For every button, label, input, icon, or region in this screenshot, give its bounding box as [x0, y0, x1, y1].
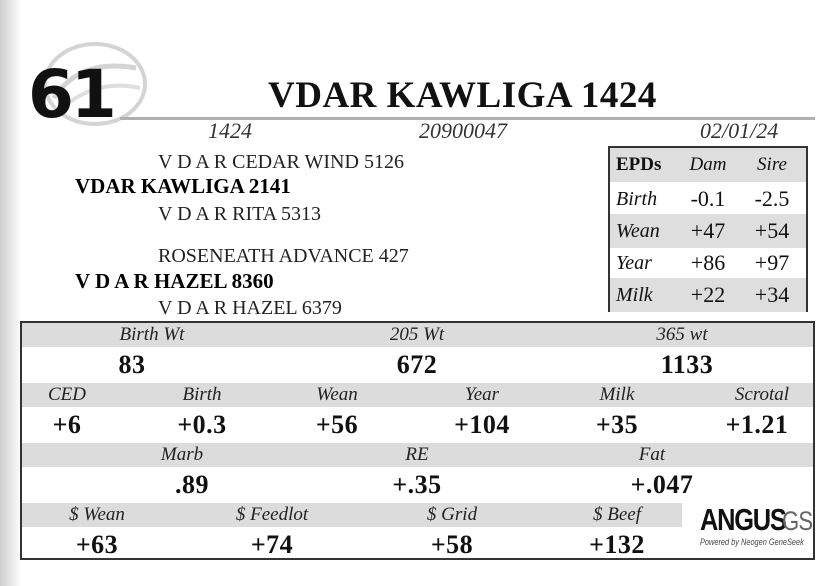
epd-header-dam: Dam	[689, 154, 727, 175]
angus-logo-word: ANGUS	[700, 502, 786, 537]
pedigree-sire: VDAR KAWLIGA 2141	[75, 174, 291, 198]
registration-number: 20900047	[419, 118, 507, 143]
parent-epd-table	[608, 146, 808, 312]
birth-epd-value: +0.3	[177, 410, 227, 439]
birth-date: 02/01/24	[700, 118, 779, 143]
page-shadow	[0, 0, 22, 586]
index-value-row	[22, 527, 682, 563]
epd-header-sire: Sire	[757, 154, 787, 175]
fat-label: Fat	[638, 444, 666, 465]
epd-dam-value: +22	[690, 282, 726, 307]
epd-row-wean	[610, 214, 806, 248]
scrotal-epd-value: +1.21	[725, 410, 789, 439]
birth-epd-label: Birth	[182, 384, 222, 405]
scrotal-epd-label: Scrotal	[734, 384, 790, 405]
epd-header-label: EPDs	[616, 154, 662, 175]
wean-index-label: $ Wean	[69, 504, 125, 525]
wean-epd-value: +56	[315, 410, 359, 439]
carcass-epd-label-row	[22, 443, 813, 467]
performance-table	[20, 321, 815, 560]
beef-index-value: +132	[589, 530, 645, 559]
grid-index-label: $ Grid	[426, 504, 478, 525]
yearling-weight-label: 365 wt	[656, 324, 708, 345]
growth-epd-value-row	[22, 407, 813, 443]
wean-index-value: +63	[75, 530, 119, 559]
weights-label-row	[22, 323, 813, 347]
weaning-weight-label: 205 Wt	[389, 324, 445, 345]
carcass-epd-value-row	[22, 467, 813, 503]
pedigree-dam-dam: V D A R HAZEL 6379	[158, 297, 342, 319]
year-epd-label: Year	[464, 384, 500, 405]
marbling-label: Marb	[160, 444, 204, 465]
beef-index-label: $ Beef	[592, 504, 641, 525]
animal-id: 1424	[208, 118, 252, 143]
year-epd-value: +104	[454, 410, 510, 439]
yearling-weight-value: 1133	[660, 350, 714, 379]
epd-dam-value: +47	[690, 218, 726, 243]
feedlot-index-label: $ Feedlot	[235, 504, 309, 525]
pedigree-sire-dam: V D A R RITA 5313	[158, 203, 322, 225]
epd-dam-value: -0.1	[690, 186, 726, 211]
epd-row-label: Wean	[616, 220, 660, 242]
milk-epd-label: Milk	[599, 384, 635, 405]
feedlot-index-value: +74	[250, 530, 294, 559]
epd-row-label: Birth	[616, 188, 658, 210]
epd-row-milk	[610, 278, 806, 312]
ced-value: +6	[52, 410, 82, 439]
epd-header-row	[610, 148, 806, 182]
pedigree-dam-sire: ROSENEATH ADVANCE 427	[158, 245, 409, 267]
ced-label: CED	[48, 384, 86, 405]
epd-row-label: Year	[616, 252, 652, 274]
epd-row-birth	[610, 182, 806, 216]
epd-row-year	[610, 246, 806, 280]
angus-gs-logo	[700, 503, 812, 553]
ribeye-value: +.35	[392, 470, 442, 499]
epd-sire-value: +34	[754, 282, 790, 307]
epd-sire-value: -2.5	[754, 186, 790, 211]
epd-row-label: Milk	[616, 284, 653, 306]
epd-sire-value: +54	[754, 218, 790, 243]
animal-name: VDAR KAWLIGA 1424	[268, 75, 657, 116]
index-label-row	[22, 503, 682, 527]
marbling-value: .89	[175, 470, 209, 499]
birth-weight-value: 83	[118, 350, 146, 379]
growth-epd-label-row	[22, 383, 813, 407]
grid-index-value: +58	[430, 530, 474, 559]
pedigree-dam: V D A R HAZEL 8360	[75, 269, 274, 293]
epd-dam-value: +86	[690, 250, 726, 275]
lot-number: 61	[28, 56, 114, 133]
birth-weight-label: Birth Wt	[119, 324, 185, 345]
angus-logo-tagline: Powered by Neogen GeneSeek	[700, 537, 804, 547]
weaning-weight-value: 672	[396, 350, 438, 379]
fat-value: +.047	[630, 470, 694, 499]
ribeye-label: RE	[405, 444, 429, 465]
pedigree-sire-sire: V D A R CEDAR WIND 5126	[158, 151, 404, 173]
wean-epd-label: Wean	[316, 384, 358, 405]
angus-logo-suffix: GS	[782, 506, 813, 536]
weights-value-row	[22, 347, 813, 383]
epd-sire-value: +97	[754, 250, 790, 275]
milk-epd-value: +35	[595, 410, 639, 439]
